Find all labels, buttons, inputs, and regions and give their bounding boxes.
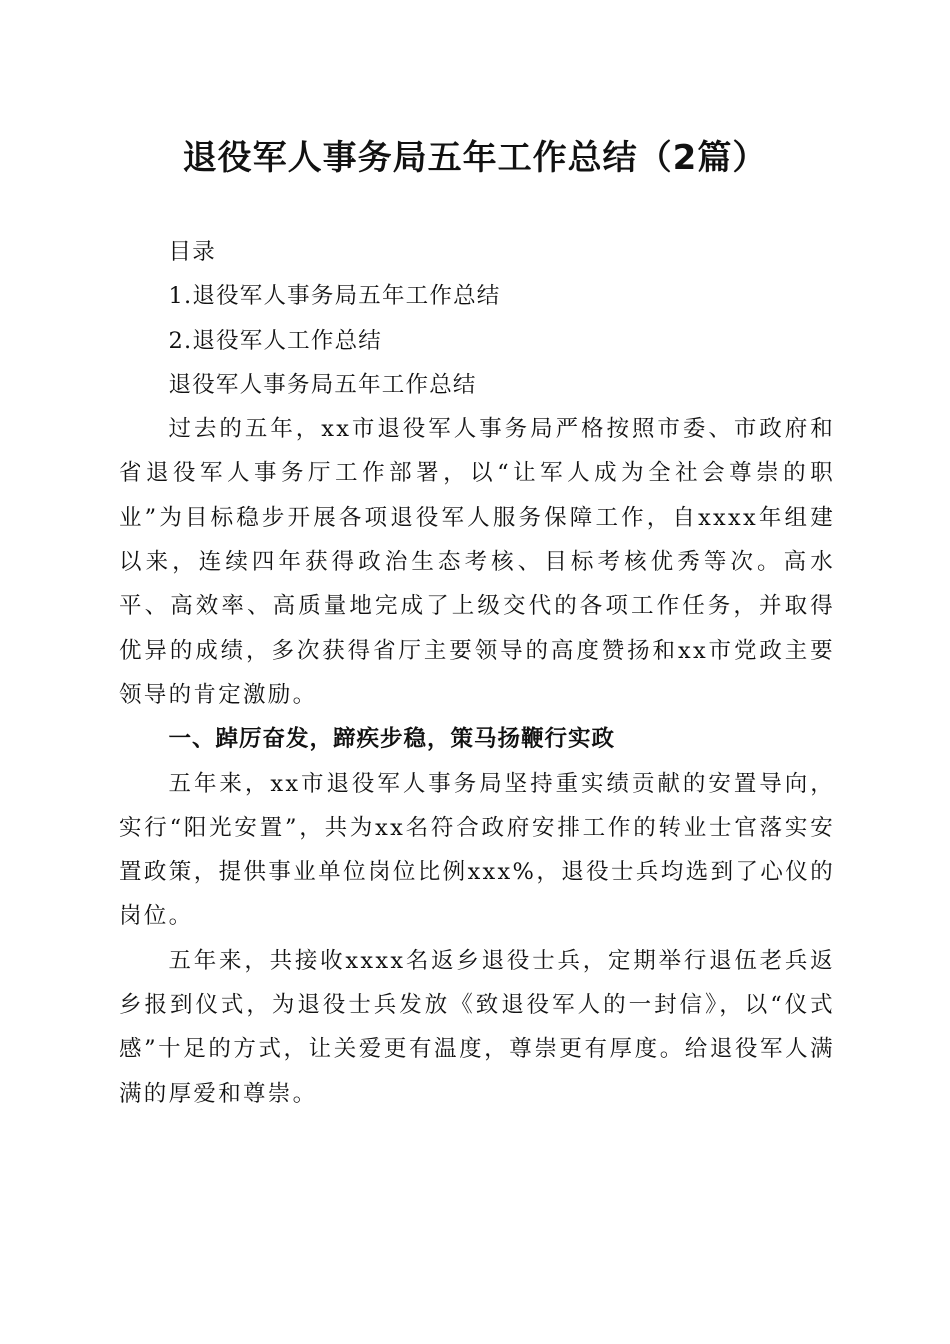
section-1-paragraph-1: 五年来，xx市退役军人事务局坚持重实绩贡献的安置导向，实行“阳光安置”，共为xx名符合政府安排工作的转业士官落实安置政策，提供事业单位岗位比例xxx%，退役士兵均选到了心仪的岗位。 <box>119 770 835 930</box>
section-1-paragraph-2: 五年来，共接收xxxx名返乡退役士兵，定期举行退伍老兵返乡报到仪式，为退役士兵发放《致退役军人的一封信》，以“仪式感”十足的方式，让关爱更有温度，尊崇更有厚度。给退役军人满满的厚爱和尊崇。 <box>119 947 835 1107</box>
intro-paragraph: 过去的五年，xx市退役军人事务局严格按照市委、市政府和省退役军人事务厅工作部署，以“让军人成为全社会尊崇的职业”为目标稳步开展各项退役军人服务保障工作，自xxxx年组建以来，连续四年获得政治生态考核、目标考核优秀等次。高水平、高效率、高质量地完成了上级交代的各项工作任务，并取得优异的成绩，多次获得省厅主要领导的高度赞扬和xx市党政主要领导的肯定激励。 <box>119 416 835 708</box>
document-title: 退役军人事务局五年工作总结（2篇） <box>182 138 768 178</box>
toc-item-2: 2.退役军人工作总结 <box>168 327 382 354</box>
toc-item-1: 1.退役军人事务局五年工作总结 <box>168 283 501 310</box>
section-1-heading: 一、踔厉奋发，蹄疾步稳，策马扬鞭行实政 <box>168 726 616 753</box>
document-body <box>119 230 835 1116</box>
article-title: 退役军人事务局五年工作总结 <box>168 371 477 398</box>
toc-heading: 目录 <box>168 239 216 265</box>
